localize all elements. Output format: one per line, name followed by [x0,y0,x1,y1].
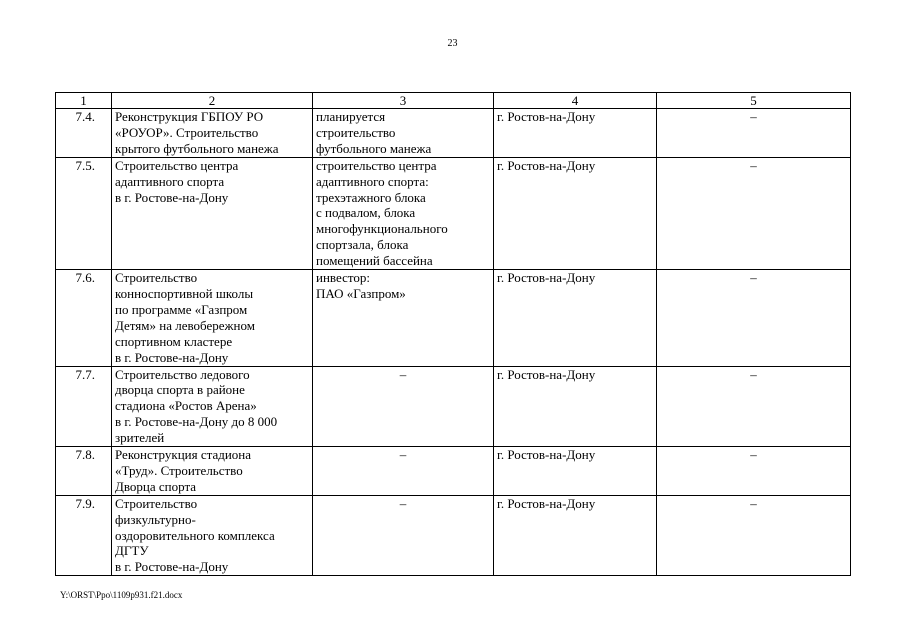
project-name: Строительство конноспортивной школы по программе «Газпром Детям» на левобережном спортивном кластере в г. Ростове-на-Дону [112,270,313,366]
column-5-value: – [657,366,851,447]
row-number: 7.7. [56,366,112,447]
column-5-value: – [657,447,851,496]
project-location: г. Ростов-на-Дону [494,109,657,158]
projects-table [55,92,851,576]
row-number: 7.9. [56,495,112,576]
column-header-3: 3 [313,93,494,109]
table-row [56,109,851,158]
project-description: инвестор: ПАО «Газпром» [313,270,494,366]
project-name: Строительство центра адаптивного спорта в г. Ростове-на-Дону [112,157,313,269]
project-location: г. Ростов-на-Дону [494,495,657,576]
row-number: 7.8. [56,447,112,496]
column-header-2: 2 [112,93,313,109]
column-header-4: 4 [494,93,657,109]
project-description: – [313,447,494,496]
footer-file-path: Y:\ORST\Ppo\1109p931.f21.docx [60,590,183,600]
row-number: 7.5. [56,157,112,269]
column-5-value: – [657,270,851,366]
project-name: Реконструкция стадиона «Труд». Строительство Дворца спорта [112,447,313,496]
project-name: Строительство ледового дворца спорта в районе стадиона «Ростов Арена» в г. Ростове-на-Дону до 8 000 зрителей [112,366,313,447]
project-name: Строительство физкультурно- оздоровительного комплекса ДГТУ в г. Ростове-на-Дону [112,495,313,576]
table-row [56,366,851,447]
table-row [56,447,851,496]
project-location: г. Ростов-на-Дону [494,270,657,366]
project-location: г. Ростов-на-Дону [494,157,657,269]
column-header-1: 1 [56,93,112,109]
page-number: 23 [447,38,458,49]
column-5-value: – [657,109,851,158]
project-description: строительство центра адаптивного спорта: трехэтажного блока с подвалом, блока многофункционального спортзала, блока помещений бассейна [313,157,494,269]
row-number: 7.4. [56,109,112,158]
table-row [56,495,851,576]
column-header-5: 5 [657,93,851,109]
project-name: Реконструкция ГБПОУ РО «РОУОР». Строительство крытого футбольного манежа [112,109,313,158]
table-header-row [56,93,851,109]
table-row [56,157,851,269]
column-5-value: – [657,495,851,576]
project-location: г. Ростов-на-Дону [494,366,657,447]
project-description: – [313,495,494,576]
project-location: г. Ростов-на-Дону [494,447,657,496]
column-5-value: – [657,157,851,269]
project-description: планируется строительство футбольного манежа [313,109,494,158]
row-number: 7.6. [56,270,112,366]
table-row [56,270,851,366]
project-description: – [313,366,494,447]
